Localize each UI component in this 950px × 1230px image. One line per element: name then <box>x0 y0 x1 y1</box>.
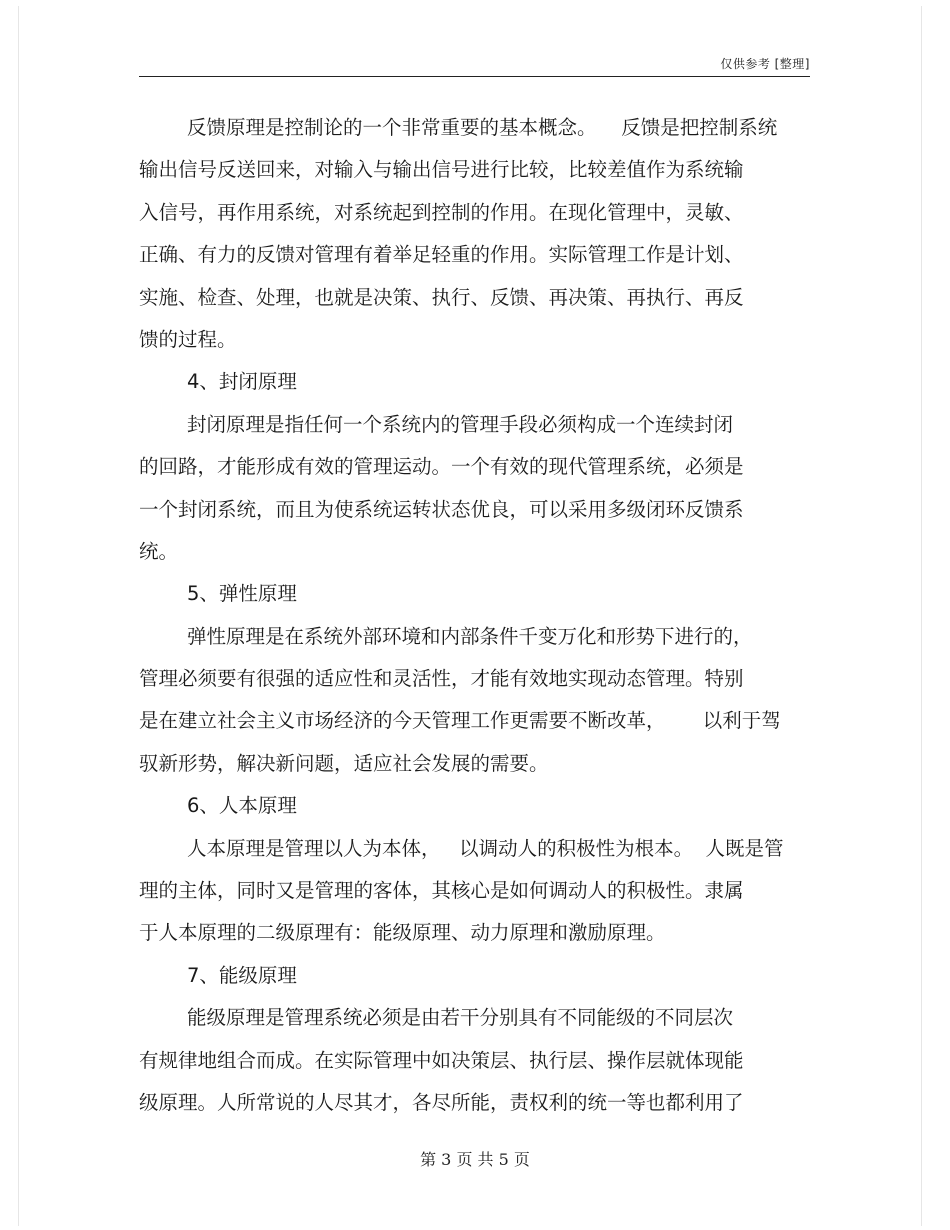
body-line: 5、弹性原理 <box>187 582 297 606</box>
body-line: 是在建立社会主义市场经济的今天管理工作更需要不断改革， 以利于驾 <box>139 709 781 733</box>
page-header: 仅供参考 [整理] <box>720 57 810 71</box>
body-line: 封闭原理是指任何一个系统内的管理手段必须构成一个连续封闭 <box>187 412 734 436</box>
body-line: 驭新形势，解决新问题，适应社会发展的需要。 <box>139 751 549 775</box>
body-line: 4、封闭原理 <box>187 370 297 394</box>
body-line: 管理必须要有很强的适应性和灵活性，才能有效地实现动态管理。特别 <box>139 667 744 691</box>
body-line: 实施、检查、处理，也就是决策、执行、反馈、再决策、再执行、再反 <box>139 285 744 309</box>
body-line: 于人本原理的二级原理有：能级原理、动力原理和激励原理。 <box>139 921 666 945</box>
body-line: 馈的过程。 <box>139 327 237 351</box>
body-line: 理的主体，同时又是管理的客体，其核心是如何调动人的积极性。隶属 <box>139 879 744 903</box>
body-line: 人本原理是管理以人为本体， 以调动人的积极性为根本。 人既是管 <box>187 836 784 860</box>
body-line: 一个封闭系统，而且为使系统运转状态优良，可以采用多级闭环反馈系 <box>139 497 744 521</box>
body-line: 弹性原理是在系统外部环境和内部条件千变万化和形势下进行的， <box>187 624 753 648</box>
body-line: 输出信号反送回来，对输入与输出信号进行比较，比较差值作为系统输 <box>139 158 744 182</box>
header-rule <box>139 76 810 77</box>
body-line: 能级原理是管理系统必须是由若干分别具有不同能级的不同层次 <box>187 1006 734 1030</box>
body-line: 统。 <box>139 539 179 563</box>
body-line: 入信号，再作用系统，对系统起到控制的作用。在现化管理中，灵敏、 <box>139 200 744 224</box>
page-footer: 第 3 页 共 5 页 <box>420 1150 530 1169</box>
body-text <box>139 107 819 1124</box>
body-line: 反馈原理是控制论的一个非常重要的基本概念。 反馈是把控制系统 <box>187 116 778 139</box>
body-line: 7、能级原理 <box>187 963 297 987</box>
body-line: 级原理。人所常说的人尽其才，各尽所能，责权利的统一等也都利用了 <box>139 1090 744 1114</box>
body-line: 有规律地组合而成。在实际管理中如决策层、执行层、操作层就体现能 <box>139 1048 744 1072</box>
body-line: 正确、有力的反馈对管理有着举足轻重的作用。实际管理工作是计划、 <box>139 243 744 267</box>
body-line: 6、人本原理 <box>187 794 297 818</box>
body-line: 的回路，才能形成有效的管理运动。一个有效的现代管理系统，必须是 <box>139 455 744 479</box>
